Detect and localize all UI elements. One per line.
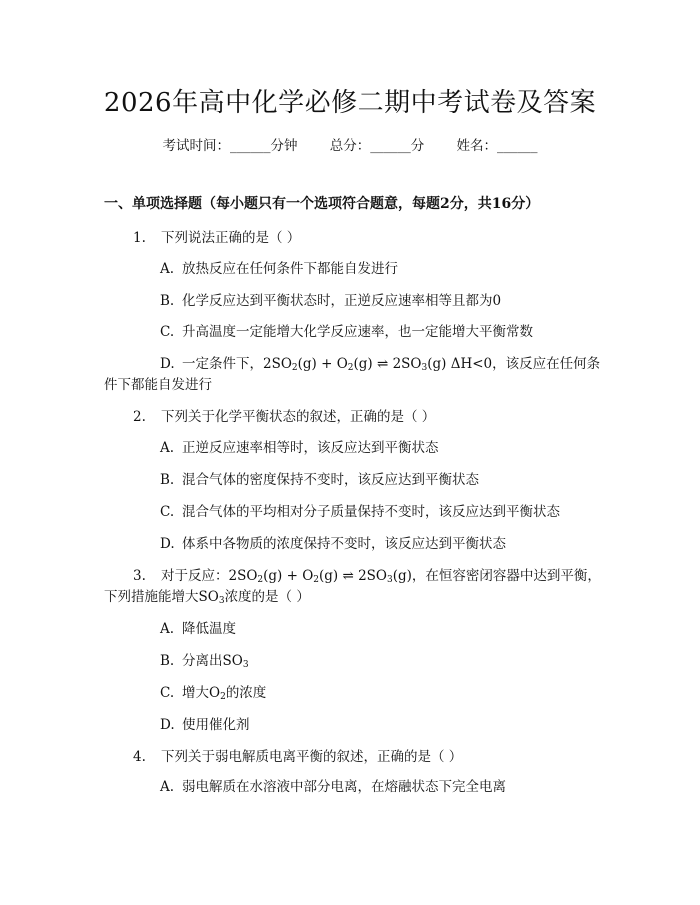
option-text: 升高温度一定能增大化学反应速率，也一定能增大平衡常数 (182, 324, 533, 340)
question-1-option-d (160, 352, 600, 372)
question-1-option-b (160, 289, 501, 309)
question-2-option-c (160, 500, 560, 520)
option-letter: C. (160, 324, 175, 340)
question-2-option-a (160, 436, 439, 456)
question-3-stem (133, 564, 601, 584)
question-text: 下列措施能增大SO (104, 589, 219, 605)
option-letter: D. (160, 717, 175, 733)
question-text: 下列说法正确的是（ ） (161, 230, 301, 246)
option-letter: A. (160, 779, 175, 795)
option-text: 正逆反应速率相等时，该反应达到平衡状态 (182, 440, 439, 456)
question-4-option-a (160, 775, 506, 795)
option-text: 放热反应在任何条件下都能自发进行 (182, 261, 398, 277)
subscript: 3 (387, 575, 393, 585)
option-text: (g) + O (297, 356, 348, 372)
subscript: 3 (242, 660, 249, 670)
option-letter: C. (160, 504, 175, 520)
option-letter: D. (160, 356, 175, 372)
question-3-option-a (160, 617, 236, 637)
question-1-option-d-continued: 件下都能自发进行 (104, 377, 212, 393)
option-letter: D. (160, 536, 175, 552)
option-text: 一定条件下，2SO (182, 356, 292, 372)
option-letter: A. (160, 440, 175, 456)
option-text: 使用催化剂 (182, 717, 250, 733)
option-text: 混合气体的密度保持不变时，该反应达到平衡状态 (182, 472, 479, 488)
total-score-field: 总分：______分 (329, 138, 425, 154)
option-letter: B. (160, 472, 175, 488)
exam-time-field: 考试时间：______分钟 (162, 138, 298, 154)
option-letter: B. (160, 653, 175, 669)
question-1-stem (133, 226, 300, 246)
question-1-option-a (160, 257, 398, 277)
subscript: 3 (421, 363, 428, 373)
option-letter: C. (160, 685, 175, 701)
question-text: 对于反应：2SO (161, 568, 258, 584)
exam-info-row (0, 134, 700, 154)
question-text: 下列关于化学平衡状态的叙述，正确的是（ ） (161, 409, 436, 425)
question-3-option-d (160, 713, 250, 733)
question-number: 2. (133, 409, 146, 425)
subscript: 2 (347, 363, 354, 373)
question-3-option-b (160, 649, 249, 669)
subscript: 2 (220, 692, 226, 702)
option-text: 增大O (182, 685, 221, 701)
section-heading-single-choice: 一、单项选择题（每小题只有一个选项符合题意，每题2分，共16分） (104, 196, 540, 212)
option-text: 弱电解质在水溶液中部分电离，在熔融状态下完全电离 (182, 779, 506, 795)
option-text: 混合气体的平均相对分子质量保持不变时，该反应达到平衡状态 (182, 504, 560, 520)
subscript: 2 (313, 575, 320, 585)
exam-title: 2026年高中化学必修二期中考试卷及答案 (103, 88, 597, 118)
question-2-option-b (160, 468, 479, 488)
option-text: 的浓度 (225, 685, 267, 701)
subscript: 3 (218, 596, 225, 606)
question-text: 下列关于弱电解质电离平衡的叙述，正确的是（ ） (161, 749, 463, 765)
question-text: 浓度的是（ ） (224, 589, 310, 605)
question-2-stem (133, 405, 435, 425)
question-2-option-d (160, 532, 506, 552)
subscript: 2 (291, 363, 298, 373)
question-3-option-c (160, 681, 266, 701)
option-text: 化学反应达到平衡状态时，正逆反应速率相等且都为0 (182, 293, 502, 309)
subscript: 2 (257, 575, 264, 585)
question-number: 3. (133, 568, 146, 584)
question-1-option-c (160, 320, 533, 340)
option-letter: A. (160, 261, 175, 277)
question-text: (g)，在恒容密闭容器中达到平衡， (392, 568, 601, 584)
question-number: 4. (133, 749, 146, 765)
option-text: 分离出SO (182, 653, 243, 669)
option-text: 降低温度 (182, 621, 236, 637)
question-4-stem (133, 745, 462, 765)
option-letter: A. (160, 621, 175, 637)
question-text: (g) ⇌ 2SO (319, 568, 387, 584)
option-text: (g) ⇌ 2SO (353, 356, 422, 372)
question-number: 1. (133, 230, 146, 246)
option-letter: B. (160, 293, 175, 309)
question-3-stem-continued (104, 585, 310, 605)
option-text: (g) ΔH<0，该反应在任何条 (427, 356, 601, 372)
question-text: (g) + O (263, 568, 314, 584)
option-text: 体系中各物质的浓度保持不变时，该反应达到平衡状态 (182, 536, 506, 552)
student-name-field: 姓名：______ (456, 138, 538, 154)
